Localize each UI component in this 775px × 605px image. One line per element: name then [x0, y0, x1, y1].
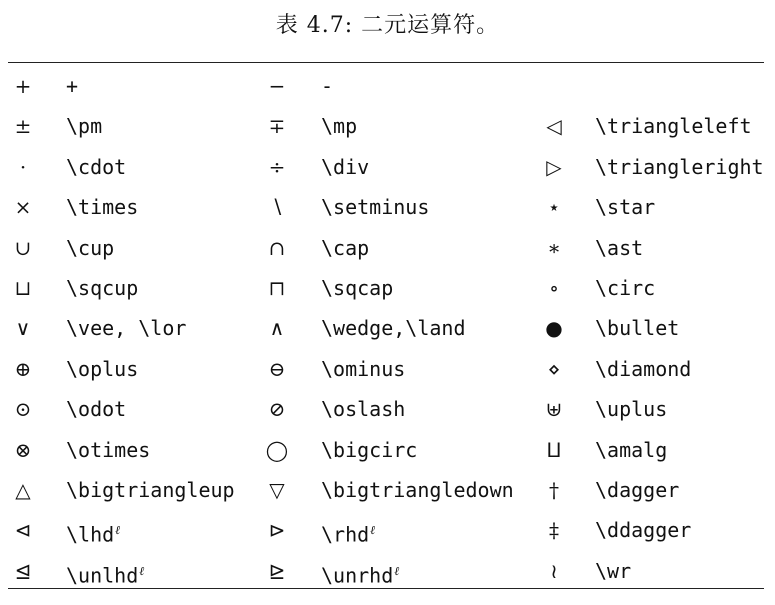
latex-command	[595, 389, 667, 429]
footnote-marker: ℓ	[370, 523, 376, 538]
latex-command	[66, 349, 138, 389]
operator-symbol: ⋆	[547, 195, 561, 220]
command-text: \wr	[595, 558, 632, 583]
latex-command	[321, 308, 466, 348]
operator-symbol: ◁	[546, 114, 562, 139]
command-text: \bigtriangleup	[66, 478, 235, 502]
operator-symbol: +	[14, 74, 32, 98]
operator-symbol: ⊓	[268, 276, 286, 300]
command-text: \triangleright	[595, 154, 764, 179]
command-text: \dagger	[595, 478, 680, 502]
command-text: \rhd	[321, 523, 370, 548]
operator-symbol: ∗	[547, 235, 561, 260]
table-row	[0, 470, 775, 510]
latex-command	[321, 510, 375, 555]
latex-command	[595, 106, 752, 146]
latex-command	[595, 228, 643, 268]
operator-symbol: ◯	[265, 437, 289, 462]
table-row	[0, 389, 775, 429]
operator-symbol: ⊎	[545, 397, 563, 422]
operator-symbol: ∓	[268, 114, 286, 139]
table-row	[0, 106, 775, 146]
latex-command	[66, 147, 126, 187]
command-text: \cdot	[66, 154, 127, 179]
command-text: \bullet	[595, 316, 680, 341]
latex-command	[66, 510, 120, 555]
operator-symbol: ▷	[546, 154, 562, 179]
operator-symbol: ·	[19, 154, 27, 179]
command-text: \bigcirc	[321, 437, 418, 462]
operator-symbol: ⋄	[547, 356, 561, 381]
latex-command	[595, 551, 631, 591]
table-row	[0, 308, 775, 348]
latex-command	[66, 470, 235, 510]
command-text: \bigtriangledown	[321, 478, 514, 502]
latex-command	[321, 228, 369, 268]
command-text: \unrhd	[321, 563, 394, 588]
command-text: \times	[66, 195, 139, 220]
command-text: \diamond	[595, 356, 692, 381]
latex-command	[321, 268, 393, 308]
operator-symbol: ⊗	[14, 437, 32, 462]
operator-symbol: ⨿	[546, 437, 562, 462]
command-text: \cup	[66, 235, 115, 260]
command-text: \cap	[321, 235, 370, 260]
operator-symbol: ⊙	[14, 397, 32, 422]
latex-command	[321, 106, 357, 146]
command-text: \oplus	[66, 356, 139, 381]
latex-command	[595, 147, 764, 187]
command-text: \triangleleft	[595, 114, 752, 139]
operator-symbol: ⊲	[14, 518, 32, 543]
table-row	[0, 349, 775, 389]
operator-symbol: ▽	[269, 478, 285, 502]
command-text: \sqcup	[66, 276, 139, 300]
table-row	[0, 147, 775, 187]
command-text: \div	[321, 154, 370, 179]
command-text: \mp	[321, 114, 358, 139]
latex-command	[66, 308, 186, 348]
latex-command	[66, 430, 150, 470]
command-text: \oslash	[321, 397, 406, 422]
latex-command	[66, 106, 102, 146]
operator-symbol: −	[268, 74, 286, 98]
footnote-marker: ℓ	[394, 563, 400, 578]
latex-command	[66, 228, 114, 268]
latex-command	[595, 308, 679, 348]
operator-symbol: ×	[14, 195, 32, 220]
table-row	[0, 430, 775, 470]
operator-symbol: ∧	[269, 316, 285, 341]
latex-command	[595, 470, 679, 510]
latex-command	[595, 510, 691, 550]
table-caption: 表 4.7: 二元运算符。	[275, 13, 500, 38]
command-text: \amalg	[595, 437, 668, 462]
operator-symbol: △	[15, 478, 31, 502]
command-text: -	[321, 74, 334, 98]
operator-symbol: ⊘	[268, 397, 286, 422]
latex-command	[66, 187, 138, 227]
command-text: \ominus	[321, 356, 406, 381]
operator-symbol: ∖	[270, 195, 284, 220]
latex-command	[321, 389, 405, 429]
table-row	[0, 228, 775, 268]
latex-command	[321, 349, 405, 389]
operator-symbol: ⊕	[14, 356, 32, 381]
command-text: \uplus	[595, 397, 668, 422]
operator-symbol: ‡	[549, 518, 559, 543]
command-text: \circ	[595, 276, 656, 300]
latex-command	[66, 389, 126, 429]
operator-symbol: †	[549, 478, 559, 502]
footnote-marker: ℓ	[139, 563, 145, 578]
bottom-rule	[8, 588, 764, 589]
operator-symbol: ⊖	[268, 356, 286, 381]
latex-command	[321, 187, 429, 227]
operator-symbol: ⊳	[268, 518, 286, 543]
command-text: \otimes	[66, 437, 151, 462]
operator-symbol: ±	[14, 114, 32, 139]
latex-command	[595, 430, 667, 470]
operator-symbol: ⊔	[14, 276, 32, 300]
operator-symbol: ●	[545, 316, 563, 341]
latex-command	[595, 349, 691, 389]
command-text: \odot	[66, 397, 127, 422]
command-text: \vee, \lor	[66, 316, 187, 341]
table-row	[0, 187, 775, 227]
operator-symbol: ∩	[268, 235, 286, 260]
latex-command	[595, 268, 655, 308]
operator-symbol: ∪	[14, 235, 32, 260]
command-text: \lhd	[66, 523, 115, 548]
operator-symbol: ≀	[550, 558, 558, 583]
operator-symbol: ⊵	[268, 558, 286, 583]
command-text: \sqcap	[321, 276, 394, 300]
latex-command	[321, 66, 333, 106]
operator-symbol: ⊴	[14, 558, 32, 583]
table-row	[0, 268, 775, 308]
command-text: \ddagger	[595, 518, 692, 543]
operator-symbol: ∘	[549, 276, 559, 300]
latex-command	[321, 470, 514, 510]
operator-symbol: ∨	[15, 316, 31, 341]
latex-command	[595, 187, 655, 227]
command-text: +	[66, 74, 79, 98]
table-row	[0, 510, 775, 550]
table-row	[0, 551, 775, 591]
command-text: \wedge,\land	[321, 316, 466, 341]
command-text: \ast	[595, 235, 644, 260]
footnote-marker: ℓ	[115, 523, 121, 538]
latex-command	[321, 430, 417, 470]
operator-symbol: ÷	[268, 154, 286, 179]
latex-command	[66, 268, 138, 308]
command-text: \unlhd	[66, 563, 139, 588]
command-text: \setminus	[321, 195, 430, 220]
top-rule	[8, 62, 764, 63]
latex-command	[321, 147, 369, 187]
command-text: \pm	[66, 114, 103, 139]
command-text: \star	[595, 195, 656, 220]
table-row	[0, 66, 775, 106]
latex-command	[66, 66, 78, 106]
